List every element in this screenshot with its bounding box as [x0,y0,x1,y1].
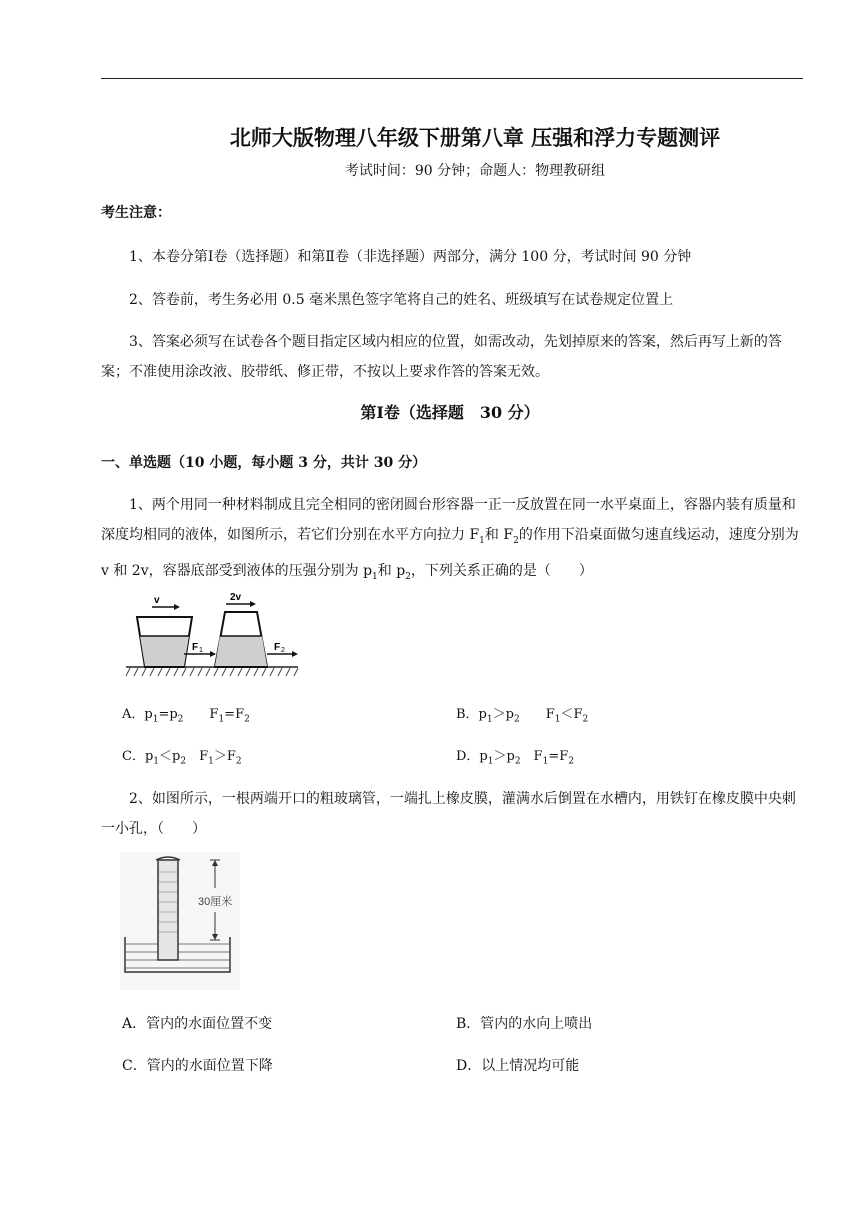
notice-item-2: 2、答卷前，考生务必用 0.5 毫米黑色签字笔将自己的姓名、班级填写在试卷规定位置上 [129,292,674,308]
header-rule [101,78,803,79]
question-2-text: 2、如图所示，一根两端开口的粗玻璃管，一端扎上橡皮膜，灌满水后倒置在水槽内，用铁钉在橡皮膜中央刺一小孔，（ ） [101,791,796,837]
question-2-figure [120,852,240,990]
label-f1: F [192,642,199,653]
part-heading: 一、单选题（10 小题，每小题 3 分，共计 30 分） [101,455,427,471]
section-title: 第Ⅰ卷（选择题 30 分） [360,403,540,422]
notice-item-3: 3、答案必须写在试卷各个题目指定区域内相应的位置，如需改动，先划掉原来的答案，然后再写上新的答案；不准使用涂改液、胶带纸、修正带，不按以上要求作答的答案无效。 [101,334,782,380]
q2-option-b[interactable]: B．管内的水向上喷出 [456,1016,593,1032]
q1-option-a[interactable]: A．$p_1=p_2$ $F_1=F_2$ [122,707,250,725]
label-v: v [154,595,160,606]
label-f2: F [274,642,281,653]
label-f2-sub: 2 [281,647,285,654]
q1-option-c[interactable]: C．$p_1<p_2$ $F_1>F_2$ [122,749,242,767]
q1-option-b[interactable]: B．$p_1>p_2$ $F_1<F_2$ [456,707,589,725]
label-f1-sub: 1 [199,647,203,654]
question-1-figure [122,592,302,682]
q2-option-d[interactable]: D．以上情况均可能 [456,1058,580,1074]
page-title: 北师大版物理八年级下册第八章 压强和浮力专题测评 [229,125,721,150]
notice-item-1: 1、本卷分第Ⅰ卷（选择题）和第Ⅱ卷（非选择题）两部分，满分 100 分，考试时间 90 分钟 [129,249,692,265]
notice-heading: 考生注意： [101,205,171,221]
exam-info: 考试时间：90 分钟；命题人：物理教研组 [344,163,606,179]
label-30cm: 30厘米 [198,896,233,908]
q2-option-a[interactable]: A．管内的水面位置不变 [122,1016,273,1032]
q1-option-d[interactable]: D．$p_1>p_2$ $F_1=F_2$ [456,749,574,767]
question-1-text: 1、两个用同一种材料制成且完全相同的密闭圆台形容器一正一反放置在同一水平桌面上，容器内装有质量和深度均相同的液体，如图所示，若它们分别在水平方向拉力 $F_1$和 $F_2$的作用下沿桌面做匀速直线运动，速度分别为 v 和 2v，容器底部受到液体的压强分别为 $p_1$和 $p_2$，下列关系正确的是（ ） [101,497,799,582]
label-2v: 2v [230,592,242,603]
q2-option-c[interactable]: C．管内的水面位置下降 [122,1058,273,1074]
